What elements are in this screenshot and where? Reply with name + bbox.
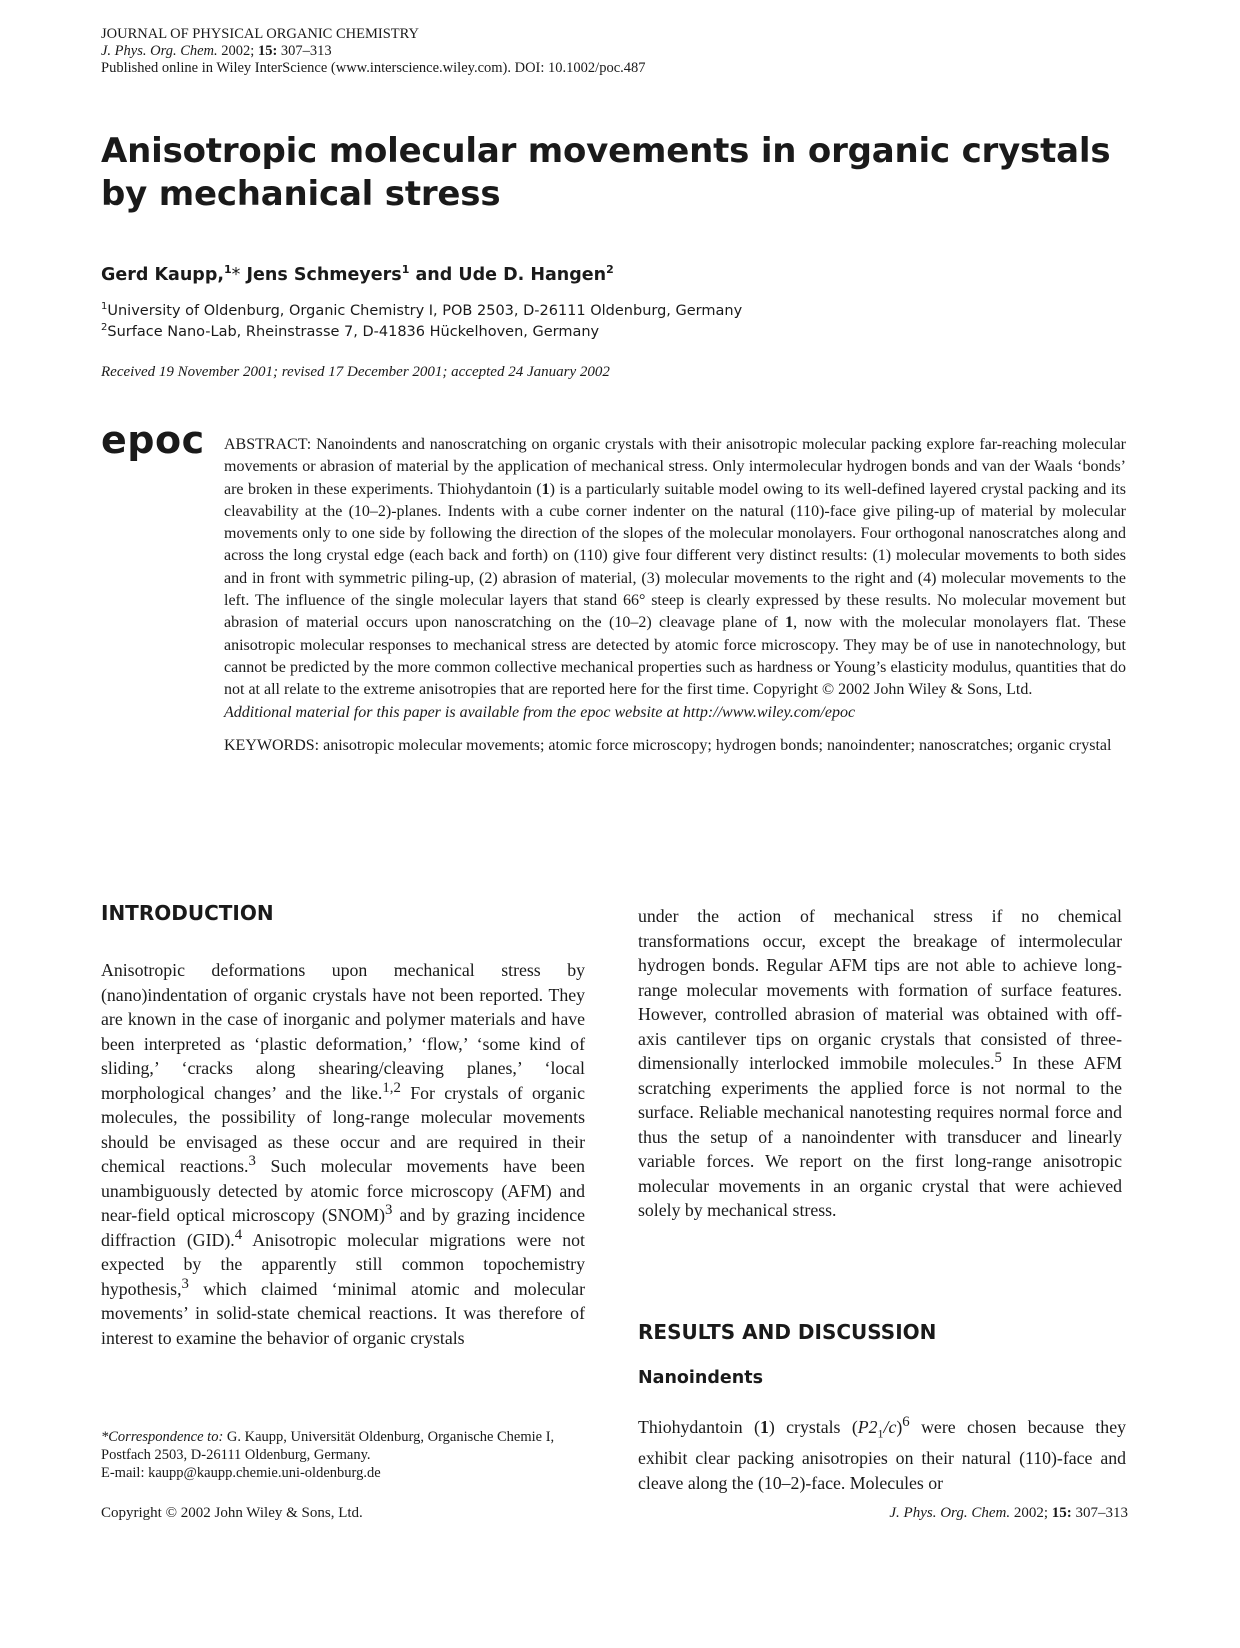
journal-pages: 307–313 [280,43,332,59]
citation-ref: 3 [181,1275,189,1292]
affiliation-2-text: Surface Nano-Lab, Rheinstrasse 7, D-41836 Hückelhoven, Germany [107,324,600,340]
results-text: Thiohydantoin ( [638,1417,760,1437]
results-text: ) [896,1417,903,1437]
footer-volume: 15: [1051,1505,1072,1521]
epoc-logo: epoc [101,418,205,462]
citation-ref: 5 [994,1050,1002,1067]
journal-volume: 15: [257,43,278,59]
space-group-subscript: 1 [877,1426,884,1441]
introduction-continued [638,904,1122,1223]
results-body [638,1415,1126,1495]
citation-ref: 3 [385,1202,393,1219]
introduction-paragraph-continued [638,904,1122,1223]
citation-ref: 1,2 [382,1079,401,1096]
footer-pages: 307–313 [1075,1505,1128,1521]
intro-text: and by grazing incidence diffraction (GID). [101,1205,585,1250]
author-list [101,265,614,285]
footer-year: 2002; [1013,1505,1048,1521]
abstract [224,434,1126,757]
author-2-affil: 1 [401,263,410,277]
author-3-affil: 2 [606,263,614,277]
compound-ref: 1 [785,614,794,632]
footer-journal: J. Phys. Org. Chem. [889,1505,1011,1521]
author-1-affil: 1 [224,263,232,277]
introduction-body [101,958,585,1350]
compound-ref: 1 [541,480,550,498]
citation-ref: 4 [234,1226,243,1243]
citation-ref: 3 [248,1153,256,1170]
results-heading: RESULTS AND DISCUSSION [638,1320,937,1344]
author-1-name: Gerd Kaupp, [101,265,225,285]
affiliation-1 [101,301,742,322]
intro-text: In these AFM scratching experiments the applied force is not normal to the surface. Reliable mechanical nanotesting requires normal force and thus the setup of a nanoindenter with transducer and linearly variable forces. We report on the first long-range anisotropic molecular movements in an organic crystal that were achieved solely by mechanical stress. [638,1053,1122,1220]
journal-header [101,26,646,77]
author-3-name: Ude D. Hangen [458,265,607,285]
corresponding-star: * [231,265,241,285]
footer-copyright: Copyright © 2002 John Wiley & Sons, Ltd. [101,1505,363,1521]
space-group: P2 [857,1417,878,1437]
affiliation-1-text: University of Oldenburg, Organic Chemistry I, POB 2503, D-26111 Oldenburg, Germany [107,303,743,319]
intro-text: Such molecular movements have been unambiguously detected by atomic force microscopy (AFM) and near-field optical microscopy (SNOM) [101,1156,585,1225]
journal-citation [101,43,646,60]
affiliation-2-marker: 2 [101,322,108,334]
citation-ref: 6 [902,1414,910,1431]
intro-text: For crystals of organic molecules, the possibility of long-range molecular movements should be envisaged as these occur and are required in their chemical reactions. [101,1082,586,1176]
additional-material-note: Additional material for this paper is available from the epoc website at http://www.wiley.com/epoc [224,703,856,721]
journal-abbrev: J. Phys. Org. Chem. [101,43,218,59]
compound-ref: 1 [759,1417,769,1437]
correspondence-footnote [101,1428,591,1482]
introduction-heading: INTRODUCTION [101,901,274,925]
space-group-c: /c [883,1417,897,1437]
received-dates: Received 19 November 2001; revised 17 December 2001; accepted 24 January 2002 [101,364,610,380]
abstract-part-1: ABSTRACT: Nanoindents and nanoscratching on organic crystals with their anisotropic molecular packing explore far-reaching molecular movements or abrasion of material by the application of mechanical stress. Only intermolecular hydrogen bonds and van der Waals ‘bonds’ are broken in these experiments. Thiohydantoin ( [224,436,1126,498]
results-text: were chosen because they exhibit clear packing anisotropies on their natural (110)-face and cleave along the (10–2)-face. Molecules or [638,1417,1126,1493]
introduction-paragraph [101,958,585,1350]
intro-text: Anisotropic molecular migrations were not expected by the apparently still common topochemistry hypothesis, [101,1229,586,1299]
results-text: ) crystals ( [768,1417,858,1437]
keywords: KEYWORDS: anisotropic molecular movements; atomic force microscopy; hydrogen bonds; nanoindenter; nanoscratches; organic crystal [224,736,1112,754]
abstract-part-2: ) is a particularly suitable model owing to its well-defined layered crystal packing and its cleavability at the (10–2)-planes. Indents with a cube corner indenter on the natural (110)-face give piling-up of material by molecular movements only to one side by following the direction of the slopes of the molecular monolayers. Four orthogonal nanoscratches along and across the long crystal edge (each back and forth) on (110) give four different very distinct results: (1) molecular movements to both sides and in front with symmetric piling-up, (2) abrasion of material, (3) molecular movements to the right and (4) molecular movements to the left. The influence of the single molecular layers that stand 66° steep is clearly expressed by these results. No molecular movement but abrasion of material occurs upon nanoscratching on the (10–2) cleavage plane of [224,480,1126,632]
intro-text: under the action of mechanical stress if no chemical transformations occur, except the breakage of intermolecular hydrogen bonds. Regular AFM tips are not able to achieve long-range molecular movements with formation of surface features. However, controlled abrasion of material was obtained with off-axis cantilever tips on organic crystals that consisted of three-dimensionally interlocked immobile molecules. [638,906,1122,1073]
correspondence-address [101,1428,591,1464]
journal-year: 2002; [221,43,255,59]
author-and: and [415,265,453,285]
affiliations [101,301,742,343]
journal-name: JOURNAL OF PHYSICAL ORGANIC CHEMISTRY [101,26,419,42]
author-2-name: Jens Schmeyers [246,265,402,285]
results-paragraph [638,1415,1126,1495]
affiliation-1-marker: 1 [101,301,108,313]
intro-text: Anisotropic deformations upon mechanical stress by (nano)indentation of organic crystals have not been reported. They are known in the case of inorganic and polymer materials and have been interpreted as ‘plastic deformation,’ ‘flow,’ ‘some kind of sliding,’ ‘cracks along shearing/cleaving planes,’ ‘local morphological changes’ and the like. [101,960,585,1103]
abstract-text [224,434,1126,702]
correspondence-email: E-mail: kaupp@kaupp.chemie.uni-oldenburg.de [101,1465,381,1481]
correspondence-label: *Correspondence to: [101,1429,224,1445]
article-title: Anisotropic molecular movements in organic crystals by mechanical stress [101,131,1111,214]
correspondence-text: G. Kaupp, Universität Oldenburg, Organische Chemie I, Postfach 2503, D-26111 Oldenburg, Germany. [101,1429,555,1463]
intro-text: which claimed ‘minimal atomic and molecular movements’ in solid-state chemical reactions. It was therefore of interest to examine the behavior of organic crystals [101,1278,585,1348]
abstract-part-3: , now with the molecular monolayers flat. These anisotropic molecular responses to mechanical stress are detected by atomic force microscopy. They may be of use in nanotechnology, but cannot be predicted by the more common collective mechanical properties such as hardness or Young’s elasticity modulus, quantities that do not at all relate to the extreme anisotropies that are reported here for the first time. Copyright © 2002 John Wiley & Sons, Ltd. [224,614,1127,699]
nanoindents-subheading: Nanoindents [638,1368,764,1388]
footer-citation [889,1505,1128,1522]
published-online-line: Published online in Wiley InterScience (www.interscience.wiley.com). DOI: 10.1002/poc.487 [101,60,646,76]
affiliation-2 [101,322,742,343]
